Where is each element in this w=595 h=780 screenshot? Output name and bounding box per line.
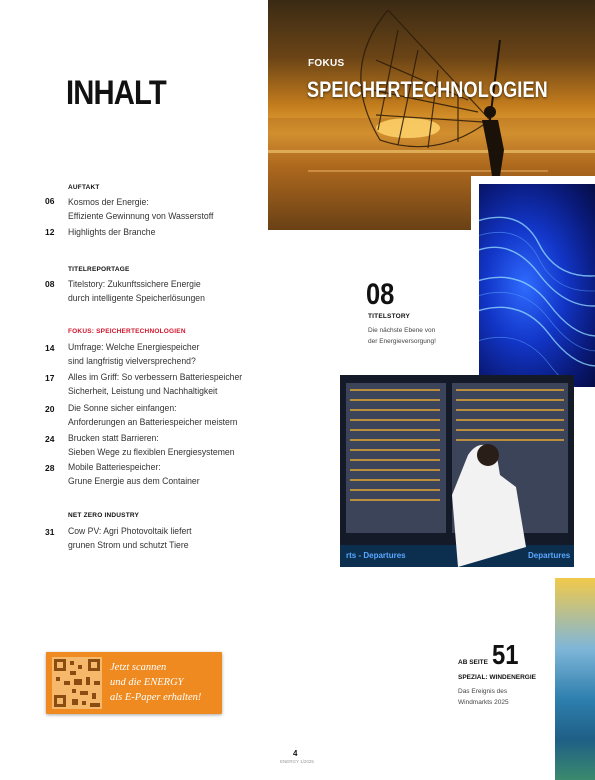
special-description <box>458 686 548 708</box>
painting-image <box>555 578 595 780</box>
special-label: SPEZIAL: WINDENERGIE <box>458 674 537 681</box>
qr-code-icon[interactable] <box>52 657 102 709</box>
epaper-banner-line: und die ENERGY <box>110 677 184 688</box>
toc-entry-line: Anforderungen an Batteriespeicher meistern <box>68 417 238 427</box>
toc-entry-line: Sicherheit, Leistung und Nachhaltigkeit <box>68 386 218 396</box>
epaper-banner-line: Jetzt scannen <box>110 662 167 673</box>
page-number: 08 <box>45 279 55 289</box>
toc-entry-line: grunen Strom und schutzt Tiere <box>68 540 189 550</box>
toc-entry-line: Brucken statt Barrieren: <box>68 433 159 443</box>
section-heading: NET ZERO INDUSTRY <box>68 512 140 519</box>
page-number: 14 <box>45 343 55 353</box>
toc-entry-line: Highlights der Branche <box>68 227 156 237</box>
toc-entry-line: durch intelligente Speicherlösungen <box>68 293 205 303</box>
story-page-number: 08 <box>366 278 395 311</box>
toc-entry[interactable] <box>68 431 235 459</box>
wave-lines-illustration <box>479 184 595 387</box>
page-folio: 4 <box>293 749 298 758</box>
page-number: 12 <box>45 227 55 237</box>
toc-entry-line: Die Sonne sicher einfangen: <box>68 403 177 413</box>
toc-entry[interactable] <box>68 370 242 398</box>
epaper-banner-line: als E-Paper erhalten! <box>110 692 202 703</box>
energy-waves-image <box>479 184 595 387</box>
page-number: 28 <box>45 463 55 473</box>
story-label: TITELSTORY <box>368 313 411 320</box>
toc-entry-line: Alles im Griff: So verbessern Batteriespeicher <box>68 372 243 382</box>
special-description-line: Das Ereignis des <box>458 688 508 695</box>
page-number: 17 <box>45 373 55 383</box>
departures-sign-right: Departures <box>528 551 571 560</box>
toc-entry-line: Umfrage: Welche Energiespeicher <box>68 342 200 352</box>
departures-photo <box>340 375 574 567</box>
special-prefix: AB SEITE <box>458 659 488 666</box>
section-heading: FOKUS: SPEICHERTECHNOLOGIEN <box>68 328 186 335</box>
section-titelreportage <box>68 266 130 273</box>
epaper-banner-text <box>110 660 220 705</box>
toc-entry[interactable] <box>68 277 205 305</box>
toc-entry-line: Mobile Batteriespeicher: <box>68 462 161 472</box>
toc-entry-line: Grune Energie aus dem Container <box>68 476 200 486</box>
toc-entry[interactable] <box>68 401 238 429</box>
toc-entry-line: Kosmos der Energie: <box>68 197 149 207</box>
section-fokus <box>68 328 186 335</box>
special-description-line: Windmarkts 2025 <box>458 699 509 706</box>
toc-entry-line: Titelstory: Zukunftssichere Energie <box>68 279 201 289</box>
folio-caption: ENERGY 1/2025 <box>280 759 314 764</box>
section-heading: TITELREPORTAGE <box>68 266 130 273</box>
section-heading: AUFTAKT <box>68 184 100 191</box>
departures-label: Departures <box>363 551 406 560</box>
toc-entry[interactable] <box>68 340 199 368</box>
page-number: 06 <box>45 196 55 206</box>
toc-entry[interactable] <box>68 524 192 552</box>
toc-entry[interactable] <box>68 195 213 223</box>
special-page-number: 51 <box>492 639 519 670</box>
story-description-line: Die nächste Ebene von <box>368 327 436 334</box>
toc-entry-line: sind langfristig vielversprechend? <box>68 356 196 366</box>
page-number: 20 <box>45 404 55 414</box>
page-number: 31 <box>45 527 55 537</box>
hero-kicker: FOKUS <box>308 58 345 69</box>
page-title: INHALT <box>66 74 166 112</box>
departures-board-illustration <box>340 375 574 567</box>
departures-prefix: rts - <box>346 551 362 560</box>
toc-entry-line: Cow PV: Agri Photovoltaik liefert <box>68 526 192 536</box>
toc-entry[interactable] <box>68 225 155 239</box>
hero-headline: SPEICHERTECHNOLOGIEN <box>307 77 548 102</box>
story-description <box>368 325 458 347</box>
section-auftakt <box>68 184 100 191</box>
qr-code-pattern <box>52 657 102 709</box>
toc-entry-line: Sieben Wege zu flexiblen Energiesystemen <box>68 447 235 457</box>
toc-entry-line: Effiziente Gewinnung von Wasserstoff <box>68 211 214 221</box>
section-net-zero <box>68 512 139 519</box>
story-description-line: der Energieversorgung! <box>368 338 436 345</box>
toc-entry[interactable] <box>68 460 200 488</box>
departures-sign-left <box>346 551 406 560</box>
page-number: 24 <box>45 434 55 444</box>
